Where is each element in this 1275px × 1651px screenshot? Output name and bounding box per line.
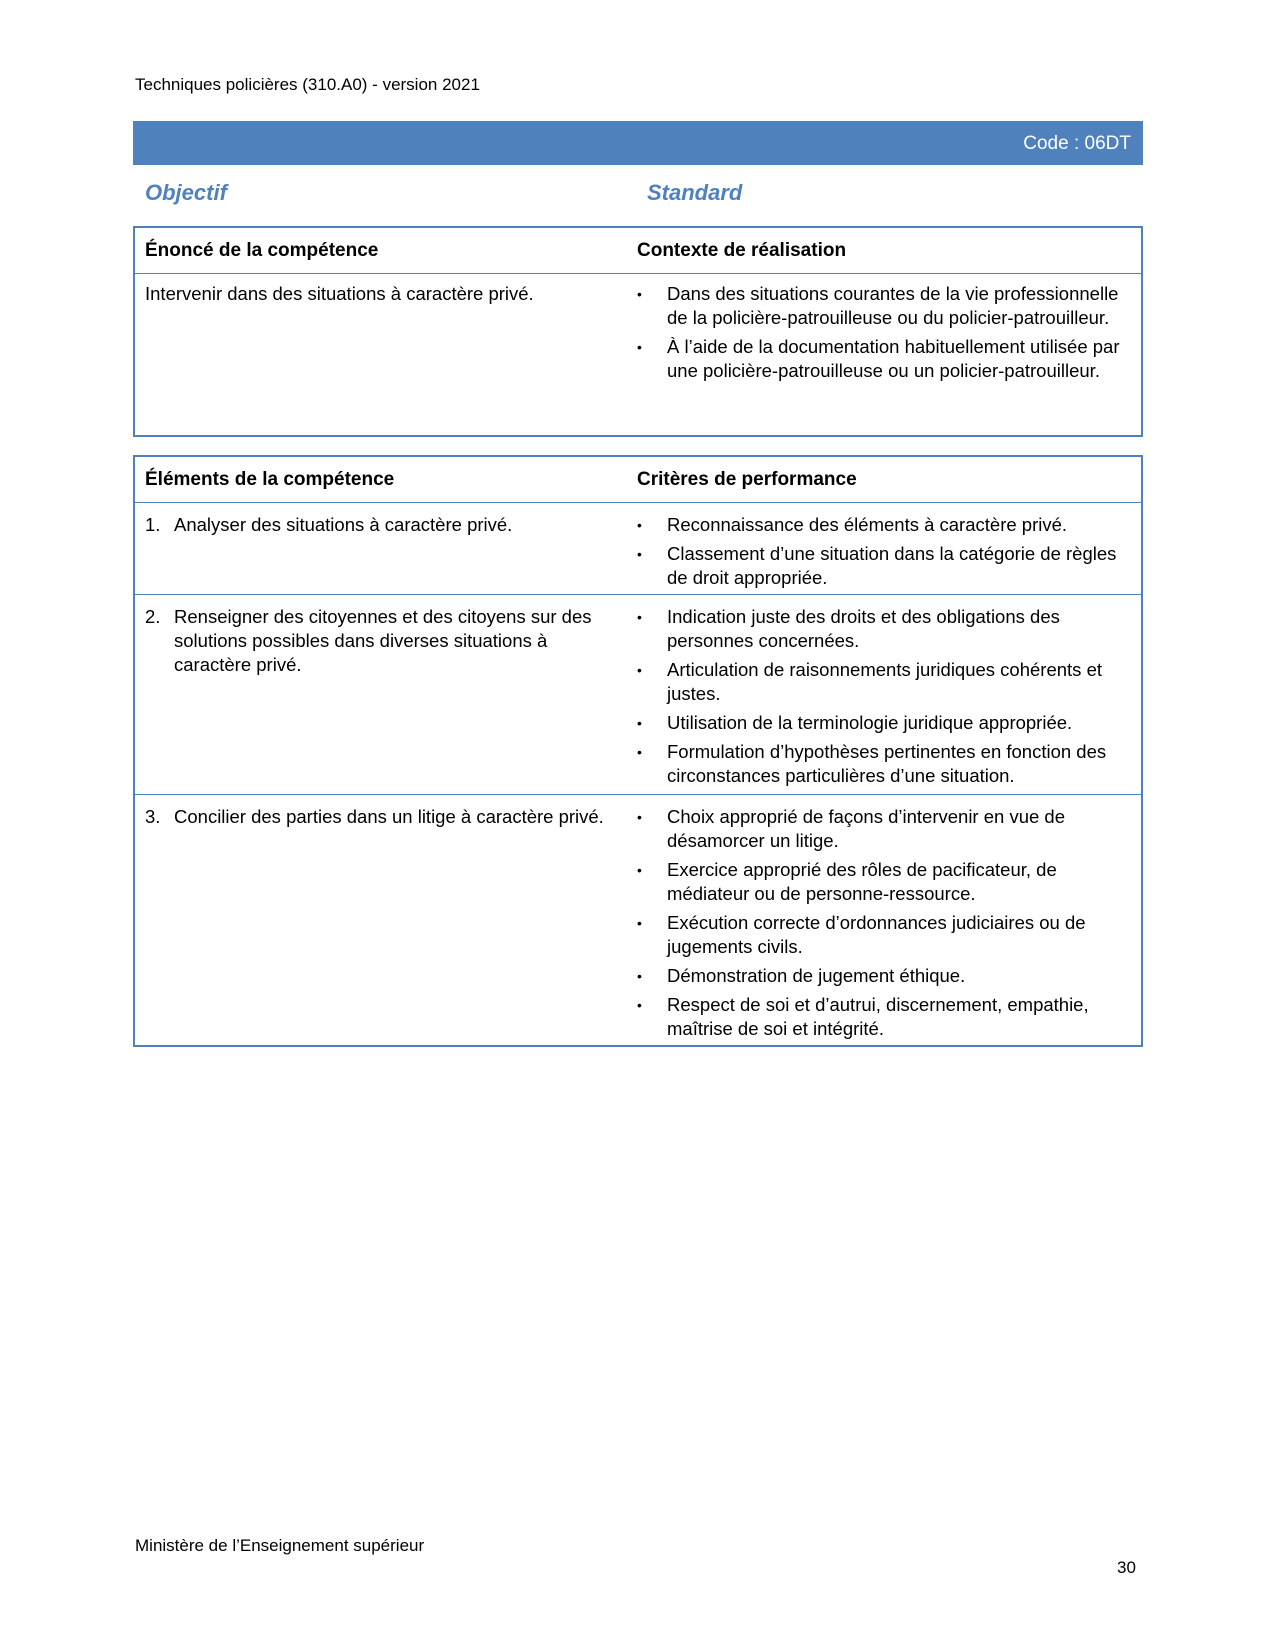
bullet-icon: • [637,609,642,625]
list-item [637,335,1125,383]
list-item [637,605,1125,653]
list-item [637,911,1125,959]
bullet-icon: • [637,546,642,562]
list-item [637,993,1125,1041]
bullet-icon: • [637,662,642,678]
table1-body-row [135,273,1141,388]
bullet-icon: • [637,715,642,731]
standard-title: Standard [647,180,743,205]
bullet-icon: • [637,997,642,1013]
running-header: Techniques policières (310.A0) - version 2021 [135,75,480,94]
bullet-icon: • [637,744,642,760]
table-row [135,794,1141,1046]
list-item [637,805,1125,853]
element-text: Analyser des situations à caractère privé. [174,514,513,535]
element-item [145,503,637,537]
table2-header-row [135,457,1141,502]
element-text: Concilier des parties dans un litige à caractère privé. [174,806,604,827]
list-item [637,542,1125,590]
competency-code: Code : 06DT [1023,133,1131,154]
criterion: Exercice approprié des rôles de pacificateur, de médiateur ou de personne-ressource. [667,859,1057,904]
criteria-list [637,503,1125,590]
element-number: 2. [145,606,161,627]
element-number: 1. [145,514,161,535]
element-number: 3. [145,806,161,827]
element-item [145,595,637,677]
code-bar [133,121,1143,165]
list-item [637,513,1125,537]
table-row [135,594,1141,794]
list-item [637,282,1125,330]
criterion: Classement d’une situation dans la catégorie de règles de droit appropriée. [667,543,1117,588]
criteria-list [637,595,1125,788]
competency-statement-table [133,226,1143,437]
list-item [637,658,1125,706]
bullet-icon: • [637,862,642,878]
list-item [637,964,1125,988]
criterion: Reconnaissance des éléments à caractère privé. [667,514,1068,535]
contexte-item: À l’aide de la documentation habituellement utilisée par une policière-patrouilleuse ou un policier-patrouilleur. [667,336,1120,381]
criteria-list [637,795,1125,1041]
enonce-header: Énoncé de la compétence [145,239,379,261]
performance-criteria-table [133,455,1143,1047]
footer-ministry: Ministère de l’Enseignement supérieur [135,1536,425,1555]
list-item [637,740,1125,788]
criterion: Respect de soi et d’autrui, discernement, empathie, maîtrise de soi et intégrité. [667,994,1089,1039]
element-text: Renseigner des citoyennes et des citoyens sur des solutions possibles dans diverses situations à caractère privé. [174,606,592,675]
objectif-title: Objectif [145,180,227,205]
table-row [135,502,1141,594]
element-item [145,795,637,829]
bullet-icon: • [637,286,642,302]
criterion: Indication juste des droits et des obligations des personnes concernées. [667,606,1060,651]
criterion: Choix approprié de façons d’intervenir en vue de désamorcer un litige. [667,806,1065,851]
criterion: Articulation de raisonnements juridiques cohérents et justes. [667,659,1102,704]
page-number: 30 [1117,1558,1136,1577]
criteres-header: Critères de performance [637,468,857,490]
section-titles [145,180,1135,210]
criterion: Exécution correcte d’ordonnances judiciaires ou de jugements civils. [667,912,1086,957]
bullet-icon: • [637,915,642,931]
table1-header-row [135,228,1141,273]
elements-header: Éléments de la compétence [145,468,395,490]
enonce-text: Intervenir dans des situations à caractère privé. [145,283,534,304]
criterion: Utilisation de la terminologie juridique appropriée. [667,712,1073,733]
list-item [637,858,1125,906]
bullet-icon: • [637,809,642,825]
criterion: Démonstration de jugement éthique. [667,965,966,986]
contexte-list [637,274,1125,383]
criterion: Formulation d’hypothèses pertinentes en fonction des circonstances particulières d’une situation. [667,741,1107,786]
bullet-icon: • [637,968,642,984]
bullet-icon: • [637,517,642,533]
bullet-icon: • [637,339,642,355]
list-item [637,711,1125,735]
contexte-item: Dans des situations courantes de la vie professionnelle de la policière-patrouilleuse ou du policier-patrouilleur. [667,283,1119,328]
contexte-header: Contexte de réalisation [637,239,847,261]
